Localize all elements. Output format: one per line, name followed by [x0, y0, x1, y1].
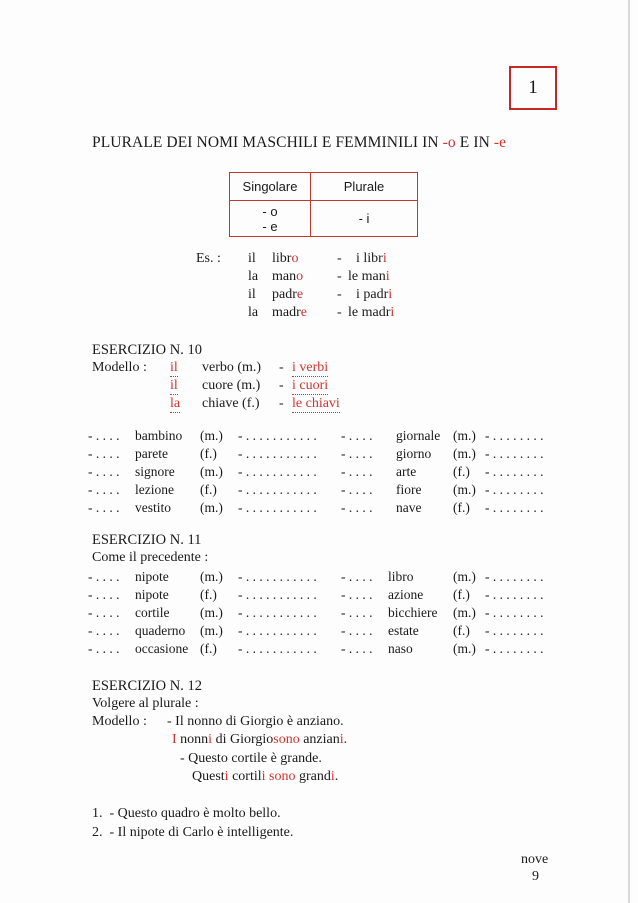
exercise-12-instruction: Volgere al plurale :	[92, 696, 199, 711]
exercise-12-model-label: Modello :	[92, 714, 147, 729]
example-row: la mano	[248, 269, 304, 284]
table-cell-singular: - o - e	[230, 201, 311, 237]
page-edge	[628, 0, 630, 903]
exercise-12-model-line-2: I nonni di Giorgiosono anziani.	[172, 732, 348, 747]
exercise-12-heading: ESERCIZIO N. 12	[92, 678, 202, 694]
exercise-12-model-line-4: Questi cortili sono grandi.	[192, 769, 339, 784]
exercise-12-model-line-3: - Questo cortile è grande.	[180, 751, 322, 766]
exercise-row: - . . . . lezione (f.) - . . . . . . . . . . . - . . . . fiore (m.) - . . . . . . . .	[88, 482, 544, 497]
footer-page-word: nove	[521, 852, 549, 867]
singular-plural-table	[229, 172, 418, 237]
example-row: il libro	[248, 251, 299, 266]
table-header-singular: Singolare	[230, 173, 311, 201]
list-item: 2. - Il nipote di Carlo è intelligente.	[92, 825, 294, 840]
page-title: PLURALE DEI NOMI MASCHILI E FEMMINILI IN -o E IN -e	[92, 134, 507, 151]
exercise-10-heading: ESERCIZIO N. 10	[92, 342, 202, 358]
example-row: il padre	[248, 287, 304, 302]
footer-page-number: 9	[532, 869, 539, 884]
exercise-11-heading: ESERCIZIO N. 11	[92, 532, 202, 548]
examples-label: Es. :	[196, 251, 221, 266]
exercise-row: - . . . . cortile (m.) - . . . . . . . . . . . - . . . . bicchiere (m.) - . . . . . . . .	[88, 605, 544, 620]
page-number-box: 1	[509, 66, 557, 110]
exercise-10-model-label: Modello :	[92, 360, 147, 375]
exercise-row: - . . . . quaderno (m.) - . . . . . . . . . . . - . . . . estate (f.) - . . . . . . . .	[88, 623, 544, 638]
example-row: la madre	[248, 305, 307, 320]
list-item: 1. - Questo quadro è molto bello.	[92, 806, 281, 821]
table-header-plural: Plurale	[311, 173, 418, 201]
exercise-row: - . . . . occasione (f.) - . . . . . . . . . . . - . . . . naso (m.) - . . . . . . . .	[88, 641, 544, 656]
exercise-row: - . . . . bambino (m.) - . . . . . . . . . . . - . . . . giornale (m.) - . . . . . . . .	[88, 428, 544, 443]
exercise-row: - . . . . parete (f.) - . . . . . . . . . . . - . . . . giorno (m.) - . . . . . . . .	[88, 446, 544, 461]
exercise-11-instruction: Come il precedente :	[92, 550, 209, 565]
table-cell-plural: - i	[311, 201, 418, 237]
exercise-row: - . . . . vestito (m.) - . . . . . . . . . . . - . . . . nave (f.) - . . . . . . . .	[88, 500, 544, 515]
exercise-row: - . . . . signore (m.) - . . . . . . . . . . . - . . . . arte (f.) - . . . . . . . .	[88, 464, 544, 479]
exercise-row: - . . . . nipote (f.) - . . . . . . . . . . . - . . . . azione (f.) - . . . . . . . .	[88, 587, 544, 602]
exercise-row: - . . . . nipote (m.) - . . . . . . . . . . . - . . . . libro (m.) - . . . . . . . .	[88, 569, 544, 584]
exercise-12-model-line-1: - Il nonno di Giorgio è anziano.	[167, 714, 344, 729]
